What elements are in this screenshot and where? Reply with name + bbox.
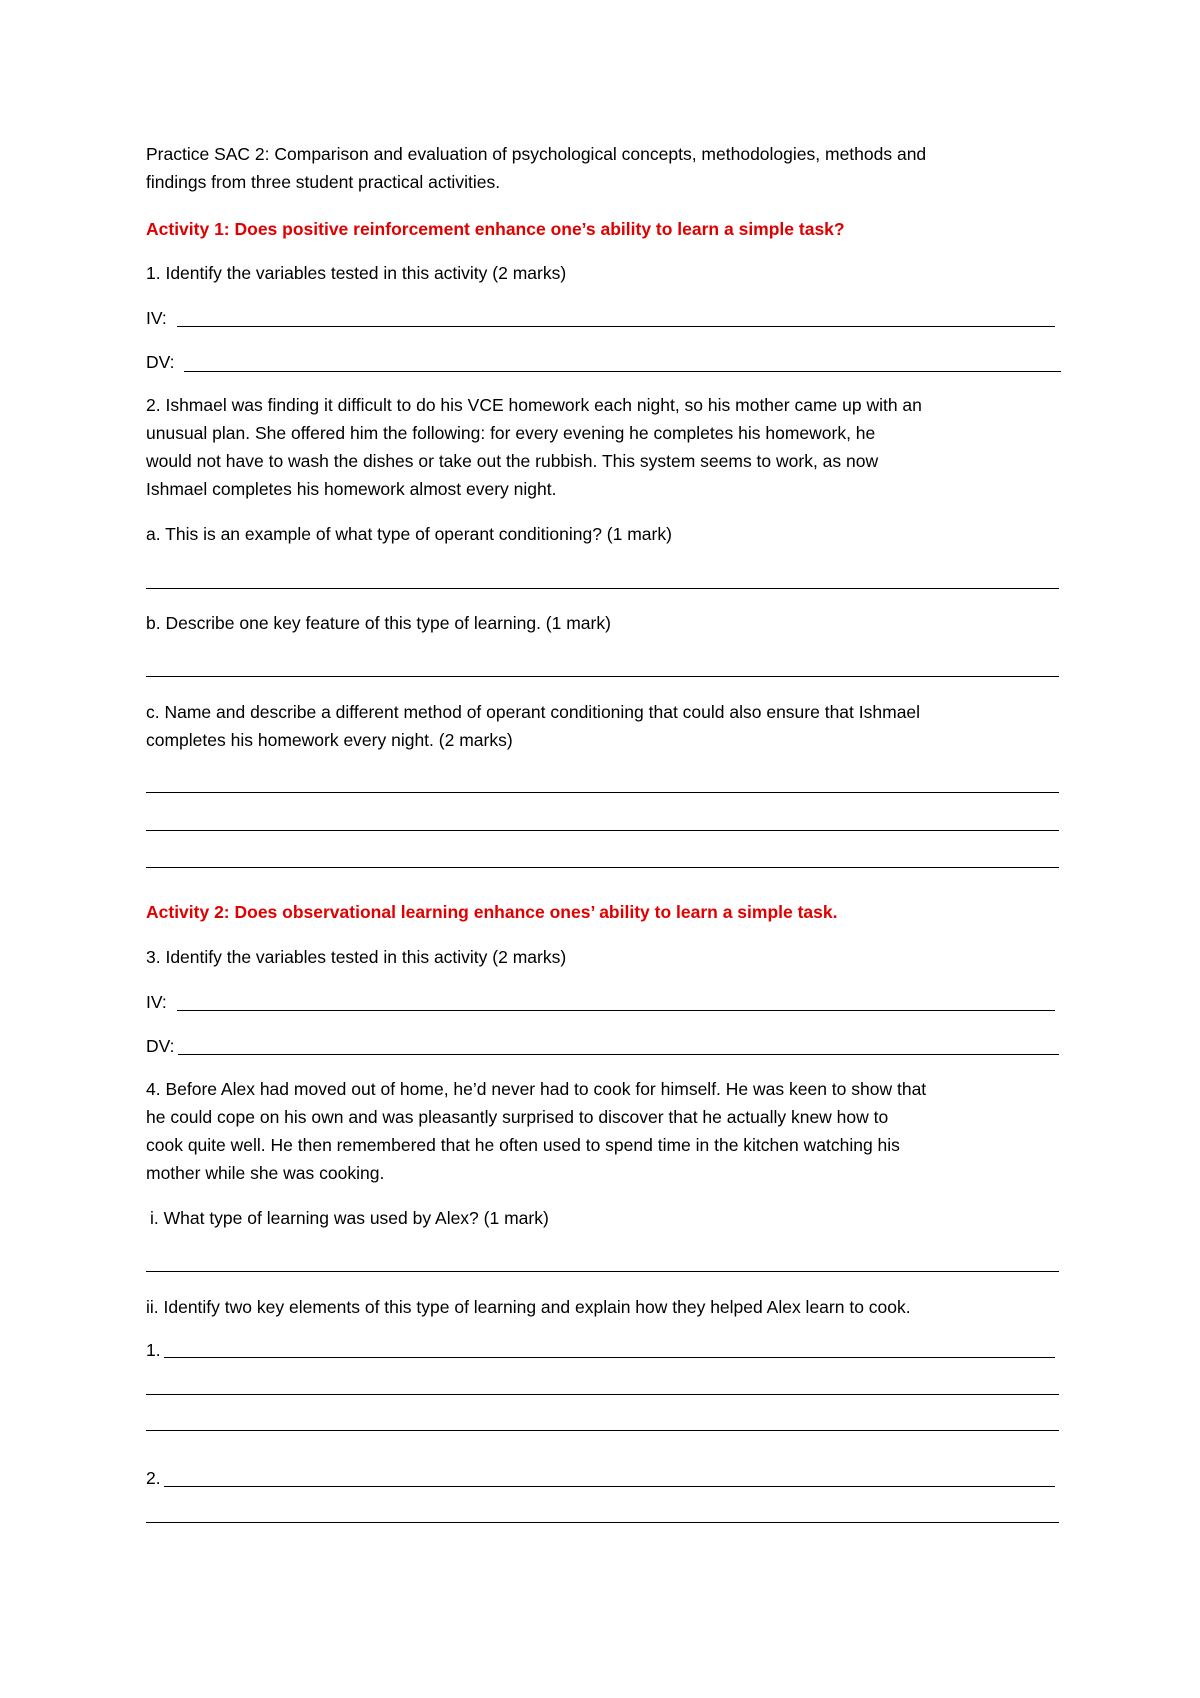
answer-line-item-1c[interactable] bbox=[146, 1430, 1059, 1431]
question-2c-line-2: completes his homework every night. (2 marks) bbox=[146, 730, 513, 750]
question-2-line-4: Ishmael completes his homework almost every night. bbox=[146, 479, 557, 499]
question-4-line-3: cook quite well. He then remembered that he often used to spend time in the kitchen watching his bbox=[146, 1135, 900, 1155]
question-2c-line-1: c. Name and describe a different method of operant conditioning that could also ensure that Ishmael bbox=[146, 702, 921, 722]
question-1: 1. Identify the variables tested in this activity (2 marks) bbox=[146, 263, 567, 283]
item-2-label: 2. bbox=[146, 1468, 161, 1488]
dv-label-2: DV: bbox=[146, 1036, 175, 1056]
answer-line-4i[interactable] bbox=[146, 1271, 1059, 1272]
iv-label: IV: bbox=[146, 308, 167, 328]
dv-answer-line-2[interactable] bbox=[178, 1054, 1059, 1055]
answer-line-2a[interactable] bbox=[146, 588, 1059, 589]
iv-answer-line[interactable] bbox=[177, 326, 1055, 327]
question-3: 3. Identify the variables tested in this activity (2 marks) bbox=[146, 947, 567, 967]
answer-line-2c-2[interactable] bbox=[146, 830, 1059, 831]
answer-line-item-1a[interactable] bbox=[164, 1357, 1055, 1358]
activity-1-heading: Activity 1: Does positive reinforcement enhance one’s ability to learn a simple task? bbox=[146, 219, 845, 239]
activity-2-heading: Activity 2: Does observational learning enhance ones’ ability to learn a simple task. bbox=[146, 902, 838, 922]
answer-line-item-2a[interactable] bbox=[164, 1486, 1055, 1487]
question-4-line-2: he could cope on his own and was pleasantly surprised to discover that he actually knew how to bbox=[146, 1107, 889, 1127]
item-1-label: 1. bbox=[146, 1340, 161, 1360]
iv-label-2: IV: bbox=[146, 992, 167, 1012]
question-2a: a. This is an example of what type of operant conditioning? (1 mark) bbox=[146, 524, 672, 544]
dv-answer-line[interactable] bbox=[184, 371, 1061, 372]
answer-line-2c-1[interactable] bbox=[146, 792, 1059, 793]
question-2-line-3: would not have to wash the dishes or take out the rubbish. This system seems to work, as now bbox=[146, 451, 879, 471]
question-2b: b. Describe one key feature of this type of learning. (1 mark) bbox=[146, 613, 611, 633]
intro-line-1: Practice SAC 2: Comparison and evaluation of psychological concepts, methodologies, methods and bbox=[146, 144, 927, 164]
dv-label: DV: bbox=[146, 352, 175, 372]
answer-line-2b[interactable] bbox=[146, 676, 1059, 677]
answer-line-2c-3[interactable] bbox=[146, 867, 1059, 868]
answer-line-item-1b[interactable] bbox=[146, 1394, 1059, 1395]
question-4i: i. What type of learning was used by Alex? (1 mark) bbox=[150, 1208, 549, 1228]
intro-line-2: findings from three student practical activities. bbox=[146, 172, 501, 192]
iv-answer-line-2[interactable] bbox=[177, 1010, 1055, 1011]
question-4-line-1: 4. Before Alex had moved out of home, he’d never had to cook for himself. He was keen to show that bbox=[146, 1079, 927, 1099]
question-4-line-4: mother while she was cooking. bbox=[146, 1163, 385, 1183]
question-2-line-1: 2. Ishmael was finding it difficult to do his VCE homework each night, so his mother came up with an bbox=[146, 395, 922, 415]
question-2-line-2: unusual plan. She offered him the following: for every evening he completes his homework, he bbox=[146, 423, 876, 443]
answer-line-item-2b[interactable] bbox=[146, 1522, 1059, 1523]
question-4ii: ii. Identify two key elements of this type of learning and explain how they helped Alex learn to cook. bbox=[146, 1297, 911, 1317]
